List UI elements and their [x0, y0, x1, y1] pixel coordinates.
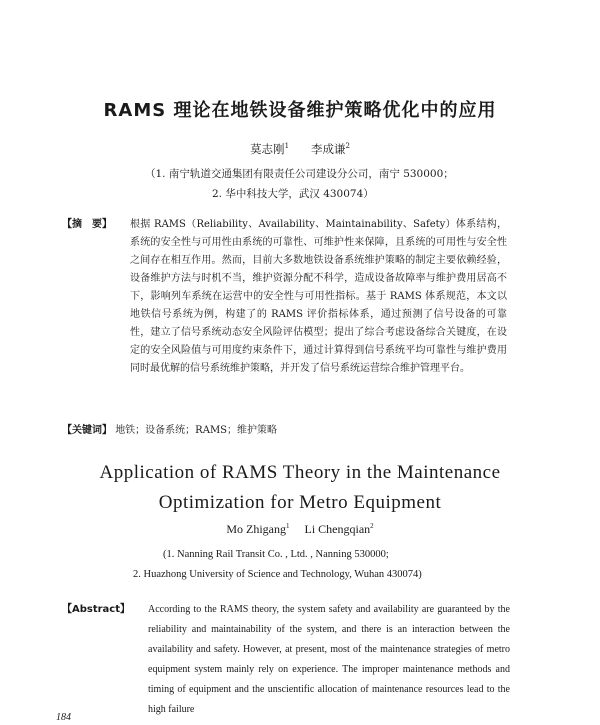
- english-author-2-sup: 2: [370, 522, 374, 530]
- chinese-abstract-label: 【摘 要】: [62, 219, 112, 230]
- page-number: 184: [56, 712, 71, 723]
- chinese-keywords: [62, 421, 277, 436]
- chinese-author-2: 李成谦: [310, 142, 346, 156]
- chinese-title: RAMS 理论在地铁设备维护策略优化中的应用: [103, 100, 497, 121]
- chinese-keywords-label: 【关键词】: [62, 425, 112, 436]
- english-title-line-2: Optimization for Metro Equipment: [158, 492, 442, 513]
- english-author-2: Li Chengqian: [304, 522, 371, 536]
- chinese-author-2-sup: 2: [345, 142, 350, 151]
- english-title-line-1: Application of RAMS Theory in the Maintenance: [99, 462, 501, 483]
- chinese-affiliation-2: 2. 华中科技大学，武汉 430074）: [212, 188, 374, 200]
- english-affiliation-2: 2. Huazhong University of Science and Technology, Wuhan 430074): [133, 569, 422, 580]
- english-abstract-label: 【Abstract】: [62, 604, 131, 615]
- english-author-1: Mo Zhigang: [226, 522, 286, 536]
- english-title: [0, 458, 600, 518]
- chinese-keywords-text: 地铁；设备系统；RAMS；维护策略: [115, 425, 278, 436]
- english-affiliation-1: (1. Nanning Rail Transit Co. , Ltd. , Nanning 530000;: [163, 549, 389, 560]
- chinese-abstract-text: 根据 RAMS（Reliability、Availability、Maintainability、Safety）体系结构，系统的安全性与可用性由系统的可靠性、可维护性来保障，且系统的可用性与安全性之间存在相互作用。然而，目前大多数地铁设备系统维护策略的制定主要依赖经验，设备维护方法与时机不当，维护资源分配不科学，造成设备故障率与维护费用居高不下，影响列车系统在运营中的安全性与可用性指标。基于 RAMS 体系规范，本文以地铁信号系统为例，构建了的 RAMS 评价指标体系，通过预测了信号设备的可靠性，建立了信号系统动态安全风险评估模型；提出了综合考虑设备综合关键度，在设定的安全风险值与可用度约束条件下，通过计算得到信号系统平均可靠性与维护费用同时最优解的信号系统维护策略，并开发了信号系统运营综合维护管理平台。: [130, 219, 507, 374]
- english-authors: [0, 522, 600, 537]
- chinese-affiliation-1: （1. 南宁轨道交通集团有限责任公司建设分公司，南宁 530000；: [145, 168, 454, 180]
- english-author-1-sup: 1: [286, 522, 290, 530]
- chinese-author-1-sup: 1: [284, 142, 290, 151]
- chinese-authors: [0, 141, 600, 157]
- english-abstract: [62, 600, 510, 720]
- chinese-author-1: 莫志刚: [250, 142, 285, 156]
- chinese-abstract: [62, 216, 507, 378]
- english-abstract-text: According to the RAMS theory, the system safety and availability are guaranteed by the reliability and maintainability of the system, and there is an interaction between the availability and safety. However, at present, most of the maintenance strategies of metro equipment system mainly rely on experience. The improper maintenance methods and timing of equipment and the unscientific allocation of maintenance resources lead to the high failure: [148, 604, 510, 715]
